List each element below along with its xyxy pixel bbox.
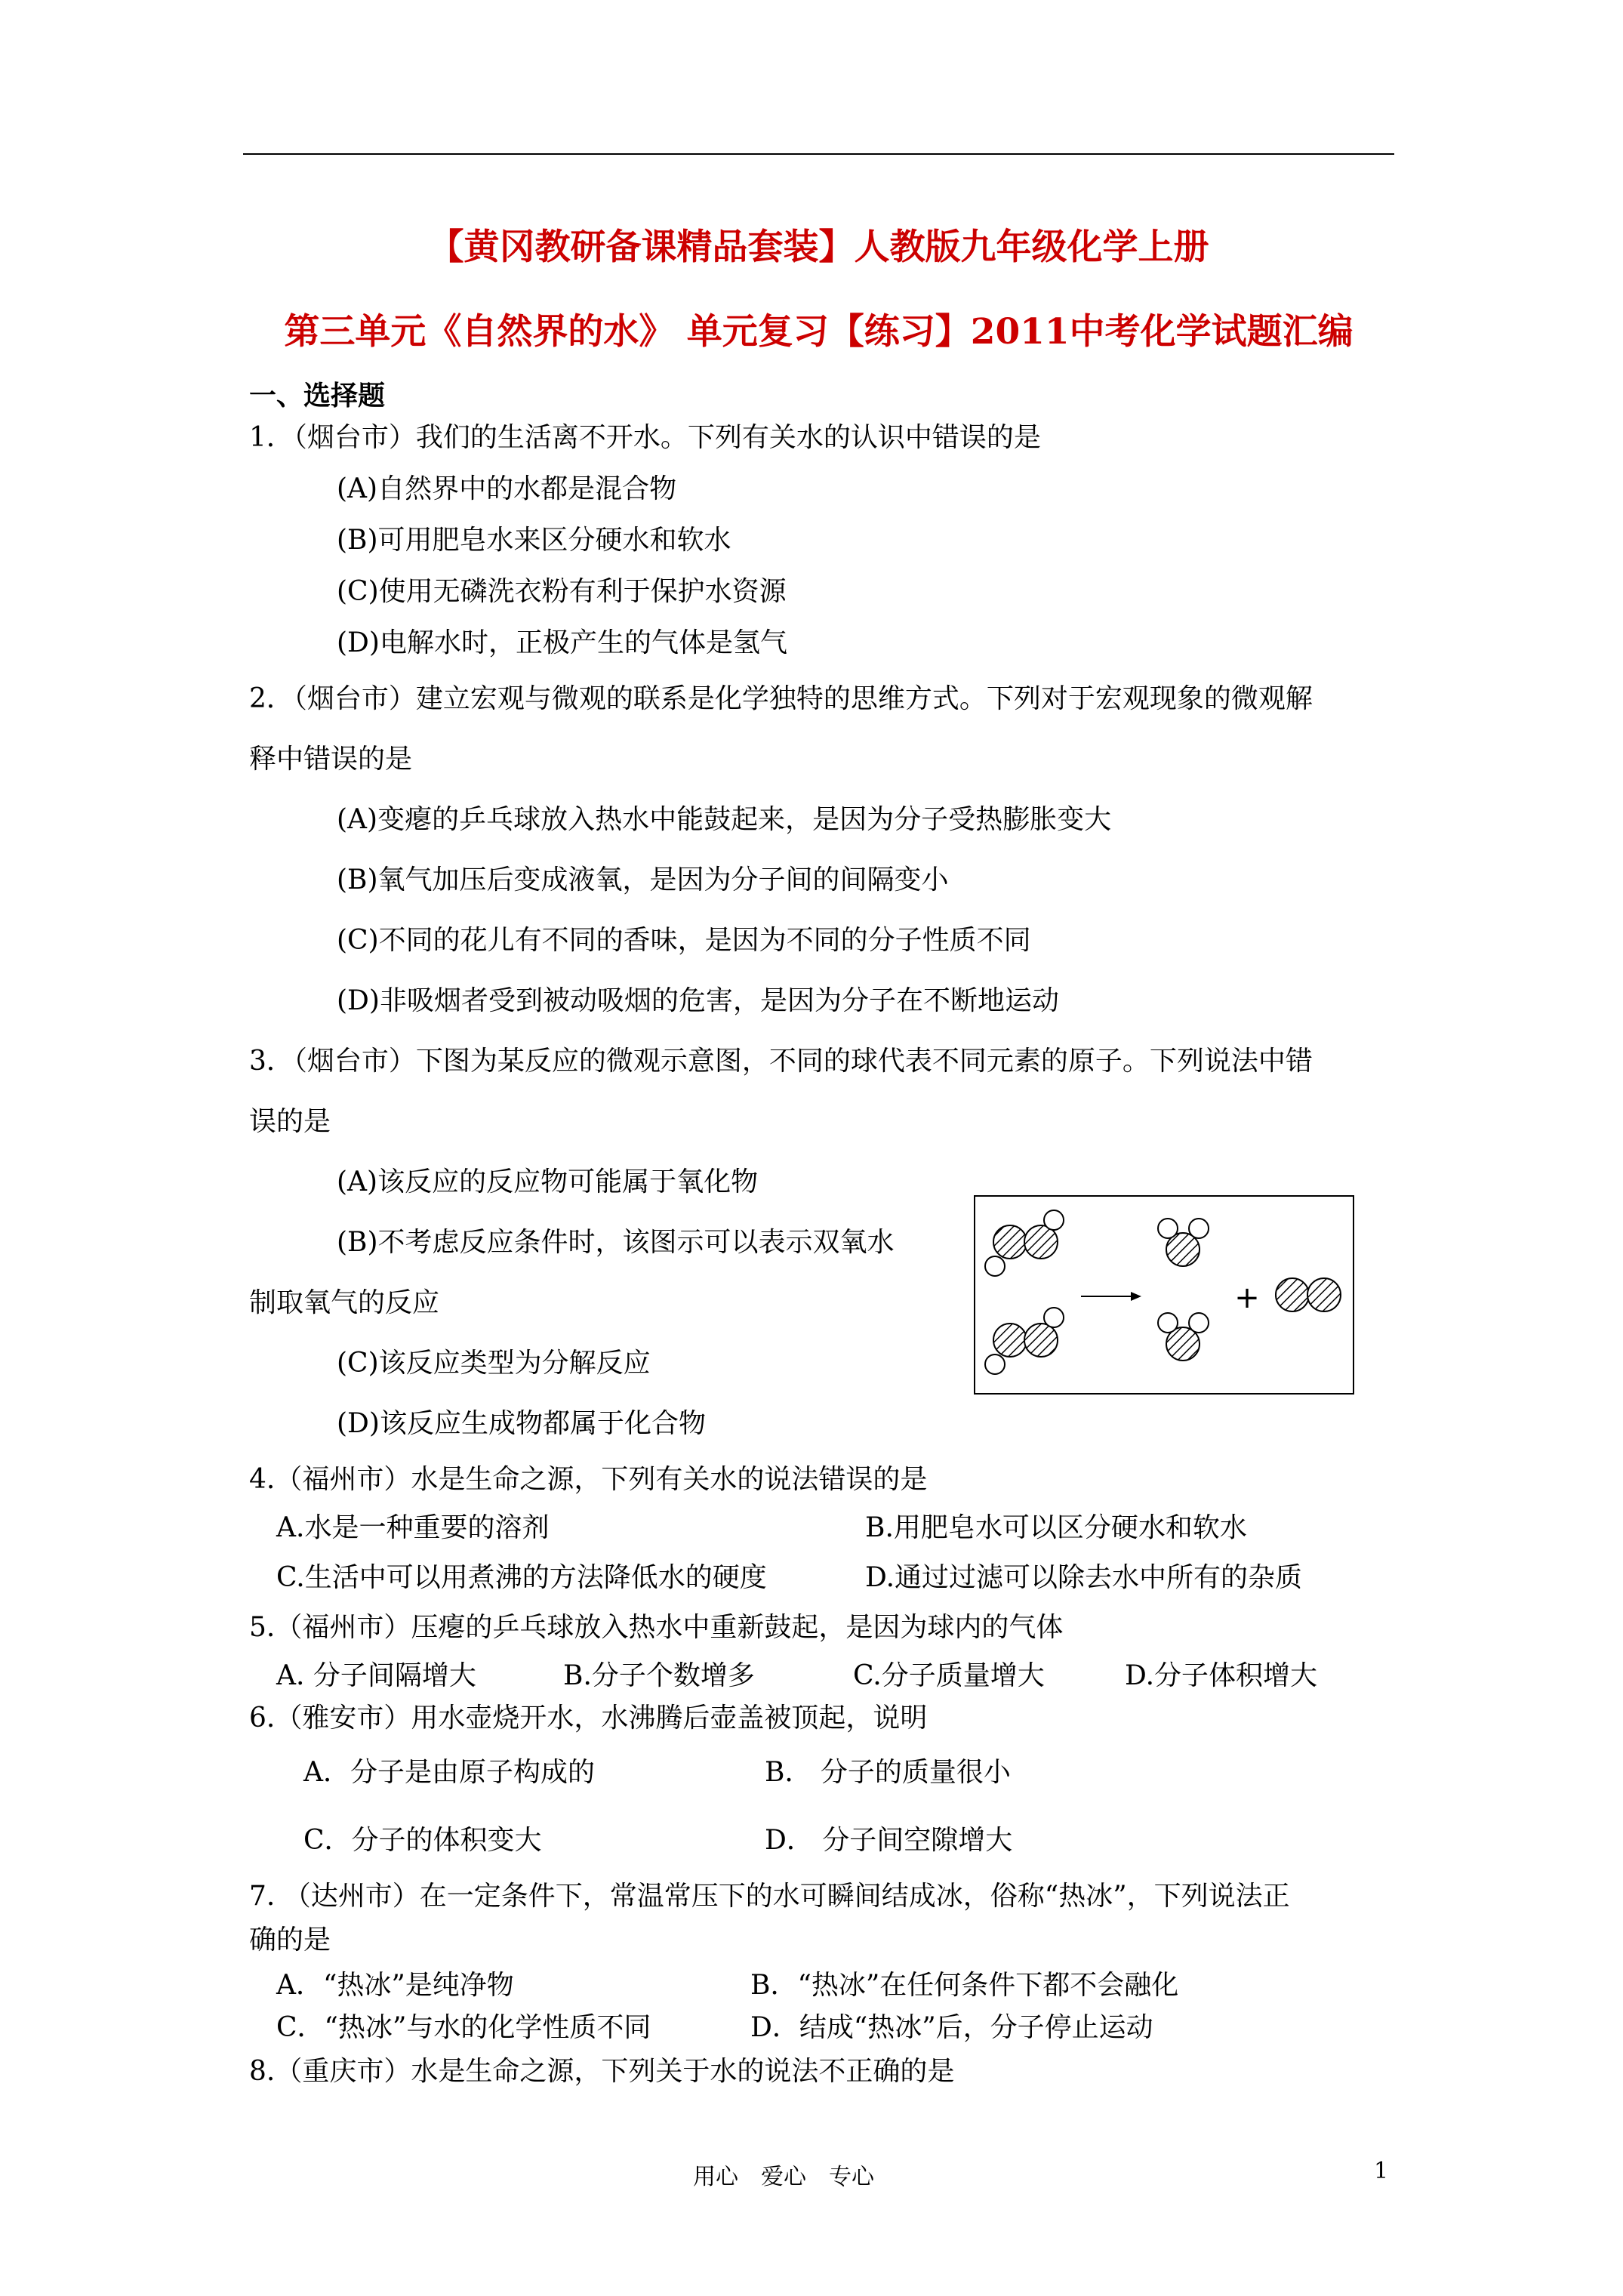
question-1-stem: 1．（烟台市）我们的生活离不开水。下列有关水的认识中错误的是 (249, 422, 1041, 453)
product-molecule-2 (1158, 1313, 1209, 1361)
question-2-option-c: (C)不同的花儿有不同的香味，是因为不同的分子性质不同 (337, 925, 1031, 956)
question-6-option-a: A．分子是由原子构成的 (303, 1757, 595, 1788)
question-2-option-a: (A)变瘪的乒乓球放入热水中能鼓起来，是因为分子受热膨胀变大 (337, 804, 1112, 835)
reactant-molecule-1 (985, 1210, 1064, 1276)
product-molecule-3 (1276, 1278, 1341, 1311)
question-1-option-d: (D)电解水时，正极产生的气体是氢气 (337, 627, 787, 658)
question-5-option-b: B.分子个数增多 (563, 1660, 755, 1691)
question-2-option-d: (D)非吸烟者受到被动吸烟的危害，是因为分子在不断地运动 (337, 985, 1059, 1016)
section-heading: 一、选择题 (249, 380, 386, 411)
page-subtitle: 第三单元《自然界的水》 单元复习【练习】2011中考化学试题汇编 (284, 311, 1354, 353)
question-3-option-a: (A)该反应的反应物可能属于氧化物 (337, 1166, 759, 1197)
question-7-stem-cont: 确的是 (249, 1925, 331, 1955)
question-1-option-a: (A)自然界中的水都是混合物 (337, 473, 677, 504)
question-6-option-c: C．分子的体积变大 (303, 1825, 542, 1856)
question-7-option-c: C．“热冰”与水的化学性质不同 (276, 2012, 651, 2043)
question-1-option-c: (C)使用无磷洗衣粉有利于保护水资源 (337, 576, 787, 607)
plus-sign: + (1234, 1281, 1260, 1315)
question-4-option-d: D.通过过滤可以除去水中所有的杂质 (865, 1562, 1303, 1593)
question-3-stem: 3．（烟台市）下图为某反应的微观示意图，不同的球代表不同元素的原子。下列说法中错 (249, 1046, 1313, 1077)
page-title: 【黄冈教研备课精品套装】人教版九年级化学上册 (428, 227, 1209, 268)
page-number: 1 (1374, 2158, 1389, 2184)
question-6-stem: 6.（雅安市）用水壶烧开水，水沸腾后壶盖被顶起，说明 (249, 1703, 928, 1734)
question-5-option-d: D.分子体积增大 (1125, 1660, 1318, 1691)
question-5-stem: 5.（福州市）压瘪的乒乓球放入热水中重新鼓起，是因为球内的气体 (249, 1612, 1064, 1643)
question-5-option-c: C.分子质量增大 (853, 1660, 1045, 1691)
question-6-option-b: B． 分子的质量很小 (765, 1757, 1011, 1788)
question-4-stem: 4.（福州市）水是生命之源，下列有关水的说法错误的是 (249, 1464, 928, 1495)
reaction-arrow (1081, 1292, 1141, 1301)
question-2-stem: 2．（烟台市）建立宏观与微观的联系是化学独特的思维方式。下列对于宏观现象的微观解 (249, 683, 1313, 714)
footer-motto: 用心 爱心 专心 (693, 2164, 874, 2190)
question-7-option-b: B．“热冰”在任何条件下都不会融化 (750, 1970, 1179, 2001)
reaction-diagram (974, 1195, 1354, 1395)
question-3-stem-cont: 误的是 (249, 1106, 331, 1137)
question-1-option-b: (B)可用肥皂水来区分硬水和软水 (337, 525, 731, 556)
question-6-option-d: D． 分子间空隙增大 (765, 1825, 1013, 1856)
header-rule (243, 153, 1394, 155)
question-4-option-a: A.水是一种重要的溶剂 (276, 1512, 550, 1543)
question-3-option-c: (C)该反应类型为分解反应 (337, 1348, 651, 1379)
question-5-option-a: A. 分子间隔增大 (276, 1660, 476, 1691)
question-7-stem: 7. （达州市）在一定条件下，常温常压下的水可瞬间结成冰，俗称“热冰”，下列说法正 (249, 1881, 1290, 1912)
question-7-option-d: D．结成“热冰”后，分子停止运动 (750, 2012, 1153, 2043)
question-4-option-c: C.生活中可以用煮沸的方法降低水的硬度 (276, 1562, 767, 1593)
question-7-option-a: A．“热冰”是纯净物 (276, 1970, 514, 2001)
reactant-molecule-2 (985, 1308, 1064, 1374)
question-3-option-b-cont: 制取氧气的反应 (249, 1287, 440, 1318)
question-2-option-b: (B)氧气加压后变成液氧，是因为分子间的间隔变小 (337, 864, 949, 895)
question-3-option-d: (D)该反应生成物都属于化合物 (337, 1408, 706, 1439)
product-molecule-1 (1158, 1219, 1209, 1266)
question-3-option-b: (B)不考虑反应条件时，该图示可以表示双氧水 (337, 1227, 895, 1258)
question-2-stem-cont: 释中错误的是 (249, 744, 413, 775)
question-8-stem: 8.（重庆市）水是生命之源，下列关于水的说法不正确的是 (249, 2056, 955, 2087)
question-4-option-b: B.用肥皂水可以区分硬水和软水 (865, 1512, 1247, 1543)
